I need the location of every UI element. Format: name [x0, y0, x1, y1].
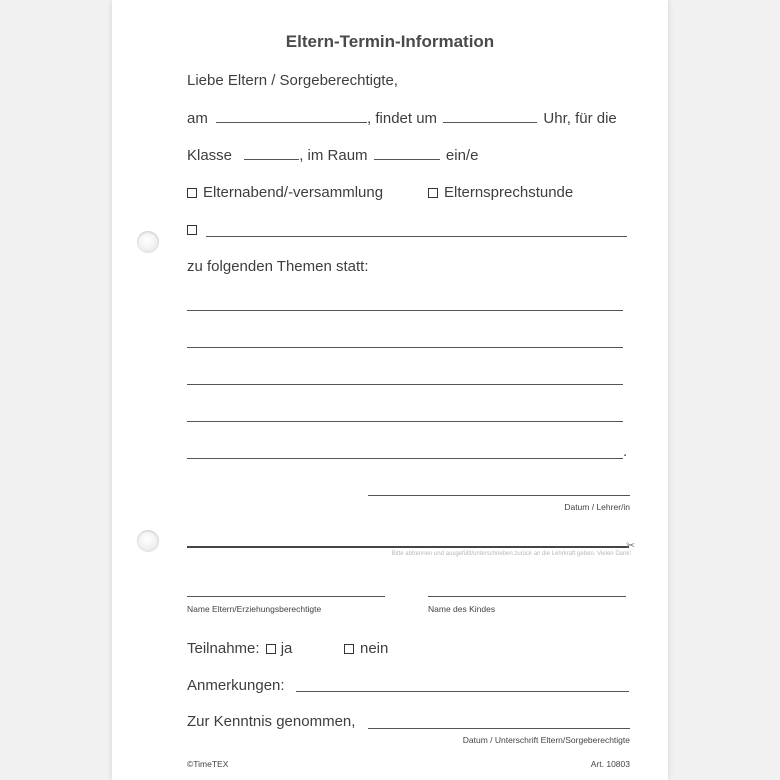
- participation-row: [187, 640, 292, 657]
- copyright-text: ©TimeTEX: [187, 759, 229, 769]
- option-sprechstunde[interactable]: [428, 184, 573, 201]
- parent-name-line[interactable]: [187, 596, 385, 597]
- checkbox-ja[interactable]: [266, 644, 276, 654]
- uhr-label: Uhr, für die: [543, 110, 617, 127]
- greeting-text: Liebe Eltern / Sorgeberechtigte,: [187, 72, 398, 89]
- topic-period: .: [623, 443, 628, 460]
- nein-label: nein: [360, 640, 389, 657]
- teilnahme-label: Teilnahme:: [187, 640, 260, 657]
- page-title: Eltern-Termin-Information: [285, 32, 495, 51]
- cut-line: [187, 546, 629, 548]
- time-blank[interactable]: [443, 110, 537, 123]
- datum-unterschrift-label: Datum / Unterschrift Eltern/Sorgeberechtigte: [462, 735, 630, 745]
- ja-label: ja: [280, 640, 293, 657]
- am-label: am: [187, 110, 208, 127]
- child-name-label: Name des Kindes: [428, 604, 496, 614]
- class-blank[interactable]: [244, 147, 299, 160]
- cutoff-note: Bitte abtrennen und ausgefüllt/unterschrieben zurück an die Lehrkraft geben. Vielen Dank!: [391, 551, 631, 557]
- topic-line[interactable]: [187, 347, 623, 348]
- scissors-icon: ✂: [626, 539, 636, 552]
- other-blank-line[interactable]: [206, 236, 627, 237]
- checkbox-nein[interactable]: [344, 644, 354, 654]
- option-sprechstunde-label: Elternsprechstunde: [444, 184, 574, 201]
- themen-label: zu folgenden Themen statt:: [187, 258, 369, 275]
- topic-line[interactable]: [187, 421, 623, 422]
- room-blank[interactable]: [374, 147, 440, 160]
- teacher-signature-line[interactable]: [368, 495, 630, 496]
- option-other[interactable]: [187, 221, 203, 238]
- checkbox-elternabend[interactable]: [187, 188, 197, 198]
- class-room-row: [187, 147, 478, 164]
- option-nein[interactable]: [344, 640, 388, 657]
- eine-label: ein/e: [445, 147, 479, 164]
- parent-name-label: Name Eltern/Erziehungsberechtigte: [187, 604, 322, 614]
- date-time-row: [187, 110, 617, 127]
- topic-line[interactable]: [187, 310, 623, 311]
- parent-signature-line[interactable]: [368, 728, 630, 729]
- checkbox-other[interactable]: [187, 225, 197, 235]
- punch-hole-bottom: [137, 530, 159, 552]
- im-raum-label: , im Raum: [299, 147, 368, 164]
- form-sheet: [112, 0, 668, 780]
- remarks-line[interactable]: [296, 691, 629, 692]
- kenntnis-label: Zur Kenntnis genommen,: [187, 713, 356, 730]
- datum-lehrer-label: Datum / Lehrer/in: [564, 502, 630, 512]
- date-blank[interactable]: [216, 110, 367, 123]
- option-elternabend-label: Elternabend/-versammlung: [203, 184, 384, 201]
- findet-um-label: , findet um: [367, 110, 438, 127]
- punch-hole-top: [137, 231, 159, 253]
- topic-line[interactable]: [187, 384, 623, 385]
- klasse-label: Klasse: [187, 147, 233, 164]
- child-name-line[interactable]: [428, 596, 626, 597]
- option-elternabend[interactable]: [187, 184, 383, 201]
- topic-line[interactable]: [187, 458, 623, 459]
- checkbox-sprechstunde[interactable]: [428, 188, 438, 198]
- article-number: Art. 10803: [590, 759, 630, 769]
- anmerkungen-label: Anmerkungen:: [187, 677, 285, 694]
